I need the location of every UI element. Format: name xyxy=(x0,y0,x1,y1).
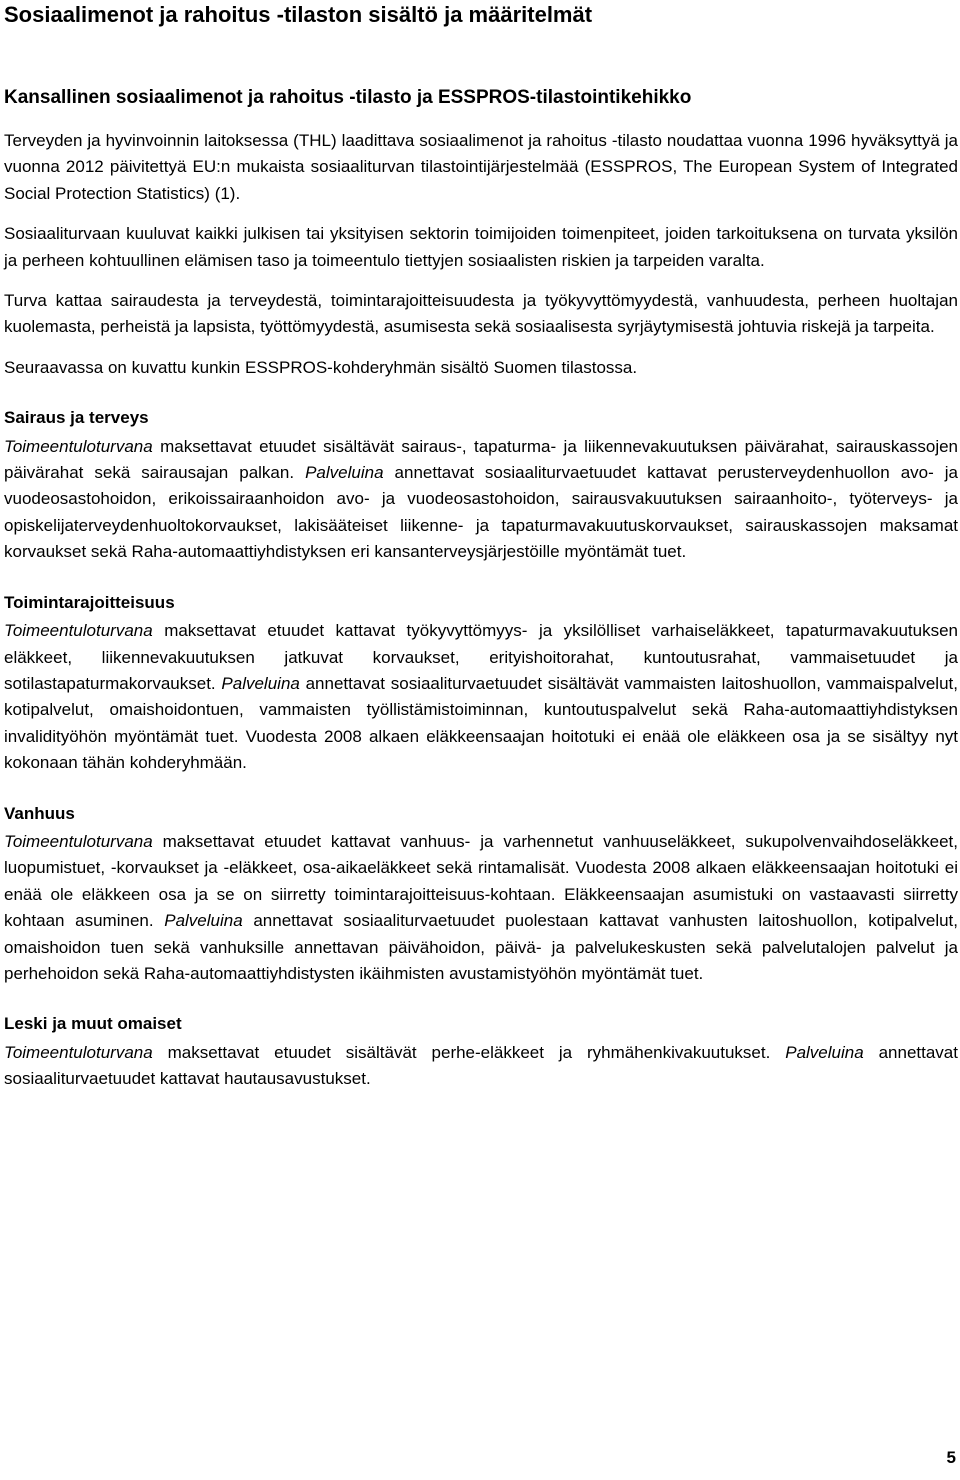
section-body xyxy=(4,618,958,776)
section-text: annettavat sosiaaliturvaetuudet kattavat hautausavustukset. xyxy=(4,1042,958,1089)
term-toimeentuloturvana: Toimeentuloturvana xyxy=(4,621,153,641)
intro-paragraph-4: Seuraavassa on kuvattu kunkin ESSPROS-kohderyhmän sisältö Suomen tilastossa. xyxy=(4,357,638,377)
section-body xyxy=(4,434,958,566)
section-text: annettavat sosiaaliturvaetuudet sisältävät vammaisten laitoshuollon, vammaispalvelut, kotipalvelut, omaishoidontuen, vammaisten työllistämistoiminnan, kuntoutuspalvelut sekä Raha-automaattiyhdistyksen invalidityöhön myöntämät tuet. Vuodesta 2008 alkaen eläkkeensaajan hoitotuki ei enää ole eläkkeen osa ja se sisältyy nyt kokonaan tähän kohderyhmään. xyxy=(4,673,958,773)
intro-paragraph-2: Sosiaaliturvaan kuuluvat kaikki julkisen tai yksityisen sektorin toimijoiden toimenpiteet, joiden tarkoituksena on turvata yksilön ja perheen kohtuullinen elämisen taso ja toimeentulo tiettyjen sosiaalisten riskien ja tarpeiden varalta. xyxy=(4,224,958,270)
section-text: maksettavat etuudet kattavat työkyvyttömyys- ja yksilölliset varhaiseläkkeet, tapaturmavakuutuksen eläkkeet, liikennevakuutuksen jatkuvat korvaukset, erityishoitorahat, kuntoutusrahat, vammaisetuudet ja sotilastapaturmakorvaukset. xyxy=(4,621,958,693)
section-text: annettavat sosiaaliturvaetuudet kattavat perusterveydenhuollon avo- ja vuodeosastohoidon, erikoissairaanhoidon avo- ja vuodeosastohoidon, sairausvakuutuksen sairaanhoito-, työterveys- ja opiskelijaterveydenhuoltokorvaukset, lakisääteiset liikenne- ja tapaturmavakuutuskorvaukset, sairauskassojen maksamat korvaukset sekä Raha-automaattiyhdistyksen eri kansanterveysjärjestöille myöntämät tuet. xyxy=(4,463,958,562)
section-toimintarajoitteisuus xyxy=(4,590,958,777)
section-leski-ja-muut-omaiset xyxy=(4,1011,958,1092)
section-heading: Toimintarajoitteisuus xyxy=(4,592,175,612)
term-palveluina: Palveluina xyxy=(785,1042,864,1062)
section-text: maksettavat etuudet kattavat vanhuus- ja varhennetut vanhuuseläkkeet, sukupolvenvaihdoseläkkeet, luopumistuet, -korvaukset ja -eläkkeet, osa-aikaeläkkeet sekä rintamalisät. Vuodesta 2008 alkaen eläkkeensaajan hoitotuki ei enää ole eläkkeen osa ja se on siirretty toimintarajoitteisuus-kohtaan. Eläkkeensaajan asumistuki on vastaavasti siirretty kohtaan asuminen. xyxy=(4,831,958,931)
section-vanhuus xyxy=(4,801,958,988)
page-title: Sosiaalimenot ja rahoitus -tilaston sisältö ja määritelmät xyxy=(4,2,593,27)
section-heading: Vanhuus xyxy=(4,803,75,823)
section-text: maksettavat etuudet sisältävät perhe-eläkkeet ja ryhmähenkivakuutukset. xyxy=(152,1042,786,1062)
section-sairaus-ja-terveys xyxy=(4,405,958,565)
page-number: 5 xyxy=(946,1448,956,1467)
section-body xyxy=(4,829,958,987)
term-toimeentuloturvana: Toimeentuloturvana xyxy=(4,1042,153,1062)
section-heading: Leski ja muut omaiset xyxy=(4,1014,182,1034)
section-text: annettavat sosiaaliturvaetuudet puolestaan kattavat vanhusten laitoshuollon, kotipalvelut, omaishoidon tuen sekä vanhuksille annettavan päivähoidon, päivä- ja palvelukeskusten sekä palvelutalojen palvelut ja perhehoidon sekä Raha-automaattiyhdistysten ikäihmisten avustamistyöhön myöntämät tuet. xyxy=(4,911,958,983)
section-text: maksettavat etuudet sisältävät sairaus-, tapaturma- ja liikennevakuutuksen päivärahat, sairauskassojen päivärahat sekä sairausajan palkan. xyxy=(4,436,958,483)
section-body xyxy=(4,1040,958,1093)
term-toimeentuloturvana: Toimeentuloturvana xyxy=(4,436,153,456)
term-palveluina: Palveluina xyxy=(164,911,243,931)
section-heading: Sairaus ja terveys xyxy=(4,408,149,428)
section-subtitle: Kansallinen sosiaalimenot ja rahoitus -tilasto ja ESSPROS-tilastointikehikko xyxy=(4,87,692,108)
document-page xyxy=(4,0,958,1093)
intro-paragraph-3: Turva kattaa sairaudesta ja terveydestä, toimintarajoitteisuudesta ja työkyvyttömyydestä, vanhuudesta, perheen huoltajan kuolemasta, perheistä ja lapsista, työttömyydestä, asumisesta sekä sosiaalisesta syrjäytymisestä johtuvia riskejä ja tarpeita. xyxy=(4,291,958,337)
term-toimeentuloturvana: Toimeentuloturvana xyxy=(4,831,153,851)
intro-paragraph-1: Terveyden ja hyvinvoinnin laitoksessa (THL) laadittava sosiaalimenot ja rahoitus -tilasto noudattaa vuonna 1996 hyväksyttyä ja vuonna 2012 päivitettyä EU:n mukaista sosiaaliturvan tilastointijärjestelmää (ESSPROS, The European System of Integrated Social Protection Statistics) (1). xyxy=(4,131,958,203)
term-palveluina: Palveluina xyxy=(305,463,384,483)
term-palveluina: Palveluina xyxy=(221,673,300,693)
